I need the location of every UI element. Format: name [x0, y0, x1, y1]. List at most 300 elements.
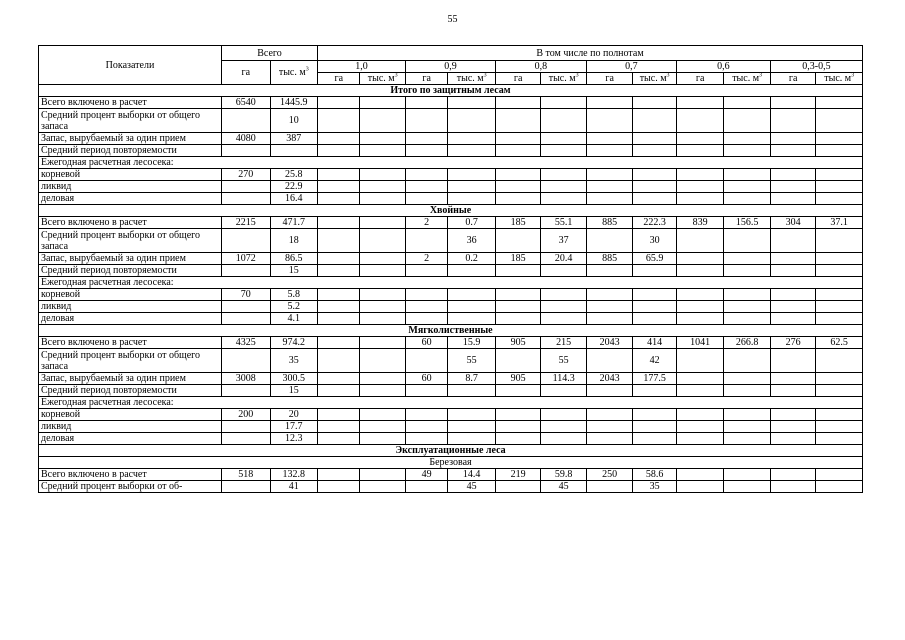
table-row [39, 397, 863, 409]
table-cell [405, 145, 447, 157]
row-label: деловая [39, 433, 222, 445]
row-label: Всего включено в расчет [39, 97, 222, 109]
table-cell: 55 [541, 349, 586, 373]
table-cell [221, 421, 270, 433]
row-label: корневой [39, 289, 222, 301]
header-density: 0,9 [405, 61, 495, 73]
table-cell: 45 [541, 481, 586, 493]
row-label: Ежегодная расчетная лесосека: [39, 277, 863, 289]
section-title: Хвойные [39, 205, 863, 217]
header-density-volume: тыс. $м^3$ [633, 73, 676, 85]
table-cell [770, 169, 815, 181]
table-cell [318, 289, 360, 301]
row-label: Средний процент выборки от общего запаса [39, 229, 222, 253]
table-cell: 974.2 [270, 337, 318, 349]
table-cell [724, 301, 771, 313]
table-cell [816, 109, 863, 133]
table-cell [360, 169, 405, 181]
table-row [39, 289, 863, 301]
row-label: Всего включено в расчет [39, 217, 222, 229]
table-cell [724, 349, 771, 373]
header-density: 0,6 [676, 61, 770, 73]
table-cell [586, 169, 633, 181]
table-cell [405, 97, 447, 109]
table-cell [405, 169, 447, 181]
table-cell [676, 313, 724, 325]
table-cell [586, 181, 633, 193]
header-density-ha: га [676, 73, 724, 85]
table-cell [318, 349, 360, 373]
table-cell [318, 217, 360, 229]
table-row [39, 145, 863, 157]
table-cell [360, 409, 405, 421]
section-title-row [39, 445, 863, 457]
table-cell [676, 469, 724, 481]
row-label: ликвид [39, 301, 222, 313]
table-cell [676, 97, 724, 109]
table-cell [360, 289, 405, 301]
section-title-row [39, 205, 863, 217]
table-cell: 10 [270, 109, 318, 133]
table-cell [448, 169, 496, 181]
header-total-volume: тыс. $м^3$ [270, 61, 318, 85]
row-label: деловая [39, 313, 222, 325]
table-cell [360, 253, 405, 265]
table-cell [541, 109, 586, 133]
table-cell [633, 97, 676, 109]
table-cell: 905 [495, 373, 540, 385]
table-cell: 60 [405, 337, 447, 349]
table-cell: 177.5 [633, 373, 676, 385]
table-cell [360, 313, 405, 325]
table-cell [495, 289, 540, 301]
table-cell [495, 145, 540, 157]
table-cell [586, 349, 633, 373]
table-cell [816, 349, 863, 373]
table-cell [724, 229, 771, 253]
table-cell [770, 301, 815, 313]
table-cell: 37 [541, 229, 586, 253]
table-cell [816, 133, 863, 145]
section-subtitle-row [39, 457, 863, 469]
table-cell [360, 217, 405, 229]
table-cell [816, 97, 863, 109]
table-cell [495, 133, 540, 145]
table-cell [633, 265, 676, 277]
table-cell: 885 [586, 253, 633, 265]
table-cell [360, 481, 405, 493]
table-cell [816, 181, 863, 193]
table-cell [586, 433, 633, 445]
table-cell [360, 433, 405, 445]
table-cell: 2 [405, 253, 447, 265]
table-cell: 55 [448, 349, 496, 373]
table-cell [448, 301, 496, 313]
table-cell [318, 109, 360, 133]
table-cell [770, 133, 815, 145]
table-row [39, 181, 863, 193]
table-cell [360, 97, 405, 109]
table-cell [495, 193, 540, 205]
table-cell: 300.5 [270, 373, 318, 385]
table-cell: 222.3 [633, 217, 676, 229]
table-cell [448, 181, 496, 193]
section-title: Мягколиственные [39, 325, 863, 337]
table-row [39, 337, 863, 349]
table-cell [318, 481, 360, 493]
header-density-volume: тыс. $м^3$ [541, 73, 586, 85]
forest-cut-calculation-table [38, 45, 863, 493]
table-cell [586, 109, 633, 133]
table-cell [724, 373, 771, 385]
table-cell [586, 145, 633, 157]
table-cell [405, 133, 447, 145]
header-density-ha: га [586, 73, 633, 85]
table-cell: 4325 [221, 337, 270, 349]
table-cell [724, 265, 771, 277]
row-label: Всего включено в расчет [39, 469, 222, 481]
header-density: 1,0 [318, 61, 406, 73]
header-total: Всего [221, 46, 317, 61]
table-cell: 414 [633, 337, 676, 349]
table-cell [221, 481, 270, 493]
row-label: Средний период повторяемости [39, 265, 222, 277]
row-label: Средний период повторяемости [39, 145, 222, 157]
table-cell [541, 433, 586, 445]
table-cell: 86.5 [270, 253, 318, 265]
table-cell [770, 481, 815, 493]
table-cell [360, 301, 405, 313]
row-label: Запас, вырубаемый за один прием [39, 253, 222, 265]
table-cell: 42 [633, 349, 676, 373]
table-cell [448, 193, 496, 205]
table-cell [586, 289, 633, 301]
row-label: корневой [39, 409, 222, 421]
table-cell: 518 [221, 469, 270, 481]
table-cell [360, 337, 405, 349]
table-cell [816, 193, 863, 205]
section-title: Итого по защитным лесам [39, 85, 863, 97]
table-cell [495, 229, 540, 253]
table-cell [770, 193, 815, 205]
table-cell [221, 385, 270, 397]
table-cell [724, 421, 771, 433]
table-cell [724, 181, 771, 193]
table-cell: 114.3 [541, 373, 586, 385]
table-row [39, 217, 863, 229]
table-cell [318, 97, 360, 109]
table-cell [676, 301, 724, 313]
table-cell: 55.1 [541, 217, 586, 229]
table-cell [676, 481, 724, 493]
table-cell [770, 385, 815, 397]
table-cell: 16.4 [270, 193, 318, 205]
table-cell [318, 229, 360, 253]
table-cell [586, 313, 633, 325]
table-cell [360, 421, 405, 433]
table-cell [541, 409, 586, 421]
table-cell [633, 133, 676, 145]
table-cell [541, 145, 586, 157]
table-cell [405, 349, 447, 373]
table-cell [770, 313, 815, 325]
table-row [39, 349, 863, 373]
table-cell: 0.7 [448, 217, 496, 229]
table-cell: 156.5 [724, 217, 771, 229]
table-cell [405, 481, 447, 493]
table-cell [495, 385, 540, 397]
table-cell [318, 337, 360, 349]
table-cell: 185 [495, 217, 540, 229]
table-cell: 22.9 [270, 181, 318, 193]
table-cell [541, 181, 586, 193]
table-cell [495, 349, 540, 373]
table-cell [495, 409, 540, 421]
table-cell [360, 469, 405, 481]
table-cell [448, 409, 496, 421]
table-cell [586, 301, 633, 313]
table-cell: 387 [270, 133, 318, 145]
table-cell [816, 145, 863, 157]
table-cell [586, 193, 633, 205]
table-cell [816, 289, 863, 301]
table-header [39, 46, 863, 85]
table-cell [448, 313, 496, 325]
table-cell: 471.7 [270, 217, 318, 229]
table-cell: 18 [270, 229, 318, 253]
header-density-ha: га [318, 73, 360, 85]
table-cell: 59.8 [541, 469, 586, 481]
table-cell [318, 373, 360, 385]
table-cell: 250 [586, 469, 633, 481]
table-cell: 905 [495, 337, 540, 349]
table-cell [221, 349, 270, 373]
table-cell [816, 409, 863, 421]
table-cell [495, 265, 540, 277]
table-cell [676, 289, 724, 301]
table-cell [360, 373, 405, 385]
table-cell [676, 433, 724, 445]
row-label: Запас, вырубаемый за один прием [39, 373, 222, 385]
section-title-row [39, 325, 863, 337]
row-label: ликвид [39, 421, 222, 433]
table-cell [724, 481, 771, 493]
table-cell [770, 433, 815, 445]
table-row [39, 277, 863, 289]
table-cell [816, 253, 863, 265]
table-cell: 1072 [221, 253, 270, 265]
table-cell [318, 385, 360, 397]
table-cell [448, 145, 496, 157]
table-cell [724, 109, 771, 133]
table-cell [633, 289, 676, 301]
table-cell [633, 193, 676, 205]
table-cell: 37.1 [816, 217, 863, 229]
table-cell [318, 301, 360, 313]
table-cell: 2 [405, 217, 447, 229]
table-cell: 41 [270, 481, 318, 493]
table-cell [495, 481, 540, 493]
table-row [39, 265, 863, 277]
table-cell [676, 349, 724, 373]
row-label: Средний процент выборки от общего запаса [39, 109, 222, 133]
table-cell: 17.7 [270, 421, 318, 433]
section-title: Эксплуатационные леса [39, 445, 863, 457]
table-cell [633, 169, 676, 181]
table-cell [495, 109, 540, 133]
table-cell [724, 385, 771, 397]
table-cell [360, 181, 405, 193]
table-cell [318, 433, 360, 445]
header-density-volume: тыс. $м^3$ [448, 73, 496, 85]
header-density-volume: тыс. $м^3$ [360, 73, 405, 85]
table-cell [318, 313, 360, 325]
table-cell [541, 301, 586, 313]
table-cell [448, 109, 496, 133]
table-cell [586, 421, 633, 433]
table-cell [448, 433, 496, 445]
table-cell [318, 181, 360, 193]
table-cell [724, 193, 771, 205]
row-label: Средний процент выборки от об- [39, 481, 222, 493]
table-cell [770, 349, 815, 373]
table-cell [360, 349, 405, 373]
table-cell [724, 433, 771, 445]
table-row [39, 109, 863, 133]
table-cell [360, 133, 405, 145]
table-cell [770, 181, 815, 193]
table-cell [633, 109, 676, 133]
header-including: В том числе по полнотам [318, 46, 863, 61]
table-cell [816, 433, 863, 445]
table-cell [676, 253, 724, 265]
table-row [39, 385, 863, 397]
table-cell [816, 169, 863, 181]
table-cell: 885 [586, 217, 633, 229]
table-cell [541, 169, 586, 181]
table-row [39, 433, 863, 445]
table-cell: 0.2 [448, 253, 496, 265]
header-indicators: Показатели [39, 46, 222, 85]
table-cell: 132.8 [270, 469, 318, 481]
header-density-volume: тыс. $м^3$ [724, 73, 771, 85]
table-cell [360, 109, 405, 133]
table-cell [816, 373, 863, 385]
table-cell: 15 [270, 265, 318, 277]
header-density-ha: га [770, 73, 815, 85]
table-cell [495, 313, 540, 325]
table-row [39, 229, 863, 253]
table-cell [770, 253, 815, 265]
table-cell [816, 265, 863, 277]
table-cell [816, 313, 863, 325]
table-cell [405, 421, 447, 433]
table-cell [318, 469, 360, 481]
table-cell [633, 421, 676, 433]
table-cell [586, 265, 633, 277]
row-label: деловая [39, 193, 222, 205]
table-cell [270, 145, 318, 157]
table-cell [405, 385, 447, 397]
section-title-row [39, 85, 863, 97]
table-cell [676, 409, 724, 421]
table-cell [770, 421, 815, 433]
header-density-ha: га [405, 73, 447, 85]
table-cell [586, 133, 633, 145]
table-cell: 1041 [676, 337, 724, 349]
table-cell [405, 313, 447, 325]
table-cell [586, 229, 633, 253]
table-cell [405, 301, 447, 313]
table-cell: 4.1 [270, 313, 318, 325]
table-cell: 30 [633, 229, 676, 253]
table-cell: 200 [221, 409, 270, 421]
table-cell [633, 433, 676, 445]
table-cell [405, 229, 447, 253]
table-cell [676, 373, 724, 385]
table-cell: 49 [405, 469, 447, 481]
table-cell [318, 133, 360, 145]
table-row [39, 373, 863, 385]
header-density-ha: га [495, 73, 540, 85]
table-cell: 20.4 [541, 253, 586, 265]
table-cell [770, 373, 815, 385]
table-cell [318, 193, 360, 205]
table-cell [816, 469, 863, 481]
table-cell: 25.8 [270, 169, 318, 181]
table-cell: 2043 [586, 337, 633, 349]
table-cell [770, 145, 815, 157]
table-cell: 15 [270, 385, 318, 397]
table-cell [770, 109, 815, 133]
table-cell [816, 301, 863, 313]
table-cell [405, 109, 447, 133]
table-cell [676, 181, 724, 193]
table-body [39, 85, 863, 493]
table-cell [586, 385, 633, 397]
table-cell: 12.3 [270, 433, 318, 445]
table-cell [541, 313, 586, 325]
table-cell [633, 409, 676, 421]
table-cell [405, 181, 447, 193]
table-cell: 62.5 [816, 337, 863, 349]
table-cell [724, 133, 771, 145]
table-cell [360, 145, 405, 157]
table-cell: 5.2 [270, 301, 318, 313]
table-cell [405, 409, 447, 421]
table-cell: 6540 [221, 97, 270, 109]
table-cell: 4080 [221, 133, 270, 145]
table-cell [318, 265, 360, 277]
table-cell: 60 [405, 373, 447, 385]
table-cell [360, 229, 405, 253]
table-cell: 58.6 [633, 469, 676, 481]
table-cell [724, 289, 771, 301]
table-cell [541, 289, 586, 301]
table-row [39, 469, 863, 481]
table-cell [676, 169, 724, 181]
table-cell: 215 [541, 337, 586, 349]
table-cell: 219 [495, 469, 540, 481]
table-cell [541, 265, 586, 277]
table-cell [816, 385, 863, 397]
table-cell [724, 469, 771, 481]
table-cell: 65.9 [633, 253, 676, 265]
table-cell: 5.8 [270, 289, 318, 301]
table-cell [724, 145, 771, 157]
table-cell [221, 145, 270, 157]
table-row [39, 301, 863, 313]
